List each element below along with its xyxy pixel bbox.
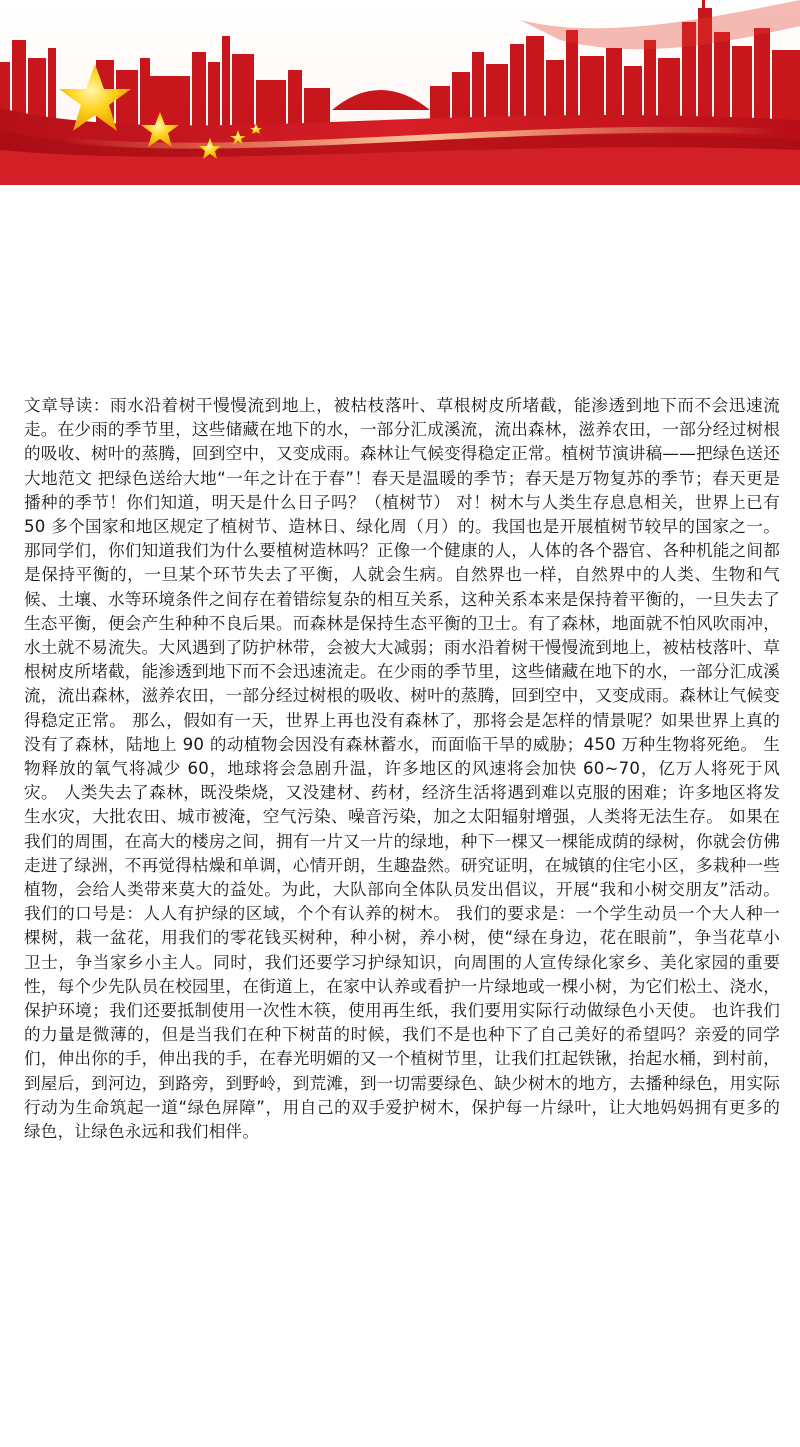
article-text: 文章导读：雨水沿着树干慢慢流到地上，被枯枝落叶、草根树皮所堵截，能渗透到地下而不会迅速流走。在少雨的季节里，这些储藏在地下的水，一部分汇成溪流，流出森林，滋养农田，一部分经过树根的吸收、树叶的蒸腾，回到空中，又变成雨。森林让气候变得稳定正常。植树节演讲稿——把绿色送还大地范文 把绿色送给大地“一年之计在于春”！春天是温暖的季节；春天是万物复苏的季节；春天更是播种的季节！你们知道，明天是什么日子吗？（植树节） 对！树木与人类生存息息相关，世界上已有 50 多个国家和地区规定了植树节、造林日、绿化周（月）的。我国也是开展植树节较早的国家之一。那同学们，你们知道我们为什么要植树造林吗？正像一个健康的人，人体的各个器官、各种机能之间都是保持平衡的，一旦某个环节失去了平衡，人就会生病。自然界也一样，自然界中的人类、生物和气候、土壤、水等环境条件之间存在着错综复杂的相互关系，这种关系本来是保持着平衡的，一旦失去了生态平衡，便会产生种种不良后果。而森林是保持生态平衡的卫士。有了森林，地面就不怕风吹雨冲，水土就不易流失。大风遇到了防护林带，会被大大减弱；雨水沿着树干慢慢流到地上，被枯枝落叶、草根树皮所堵截，能渗透到地下而不会迅速流走。在少雨的季节里，这些储藏在地下的水，一部分汇成溪流，流出森林，滋养农田，一部分经过树根的吸收、树叶的蒸腾，回到空中，又变成雨。森林让气候变得稳定正常。 那么，假如有一天，世界上再也没有森林了，那将会是怎样的情景呢？如果世界上真的没有了森林，陆地上 90 的动植物会因没有森林蓄水，而面临干旱的威胁；450 万种生物将死绝。 生物释放的氧气将减少 60，地球将会急剧升温，许多地区的风速将会加快 60~70，亿万人将死于风灾。 人类失去了森林，既没柴烧，又没建材、药材，经济生活将遇到难以克服的困难；许多地区将发生水灾，大批农田、城市被淹，空气污染、噪音污染，加之太阳辐射增强，人类将无法生存。 如果在我们的周围，在高大的楼房之间，拥有一片又一片的绿地，种下一棵又一棵能成荫的绿树，你就会仿佛走进了绿洲，不再觉得枯燥和单调，心情开朗，生趣盎然。研究证明，在城镇的住宅小区，多栽种一些植物，会给人类带来莫大的益处。为此，大队部向全体队员发出倡议，开展“我和小树交朋友”活动。 我们的口号是：人人有护绿的区域，个个有认养的树木。 我们的要求是：一个学生动员一个大人种一棵树，栽一盆花，用我们的零花钱买树种，种小树，养小树，使“绿在身边，花在眼前”，争当花草小卫士，争当家乡小主人。同时，我们还要学习护绿知识，向周围的人宣传绿化家乡、美化家园的重要性，每个少先队员在校园里，在街道上，在家中认养或看护一片绿地或一棵小树，为它们松土、浇水，保护环境；我们还要抵制使用一次性木筷，使用再生纸，我们要用实际行动做绿色小天使。 也许我们的力量是微薄的，但是当我们在种下树苗的时候，我们不是也种下了自己美好的希望吗？亲爱的同学们，伸出你的手，伸出我的手，在春光明媚的又一个植树节里，让我们扛起铁锹，抬起水桶，到村前，到屋后，到河边，到路旁，到野岭，到荒滩，到一切需要绿色、缺少树木的地方，去播种绿色，用实际行动为生命筑起一道“绿色屏障”，用自己的双手爱护树木，保护每一片绿叶，让大地妈妈拥有更多的绿色，让绿色永远和我们相伴。 (24, 396, 780, 1142)
header-banner (0, 0, 800, 185)
article-body (24, 394, 780, 1144)
city-skyline-illustration (0, 0, 800, 185)
